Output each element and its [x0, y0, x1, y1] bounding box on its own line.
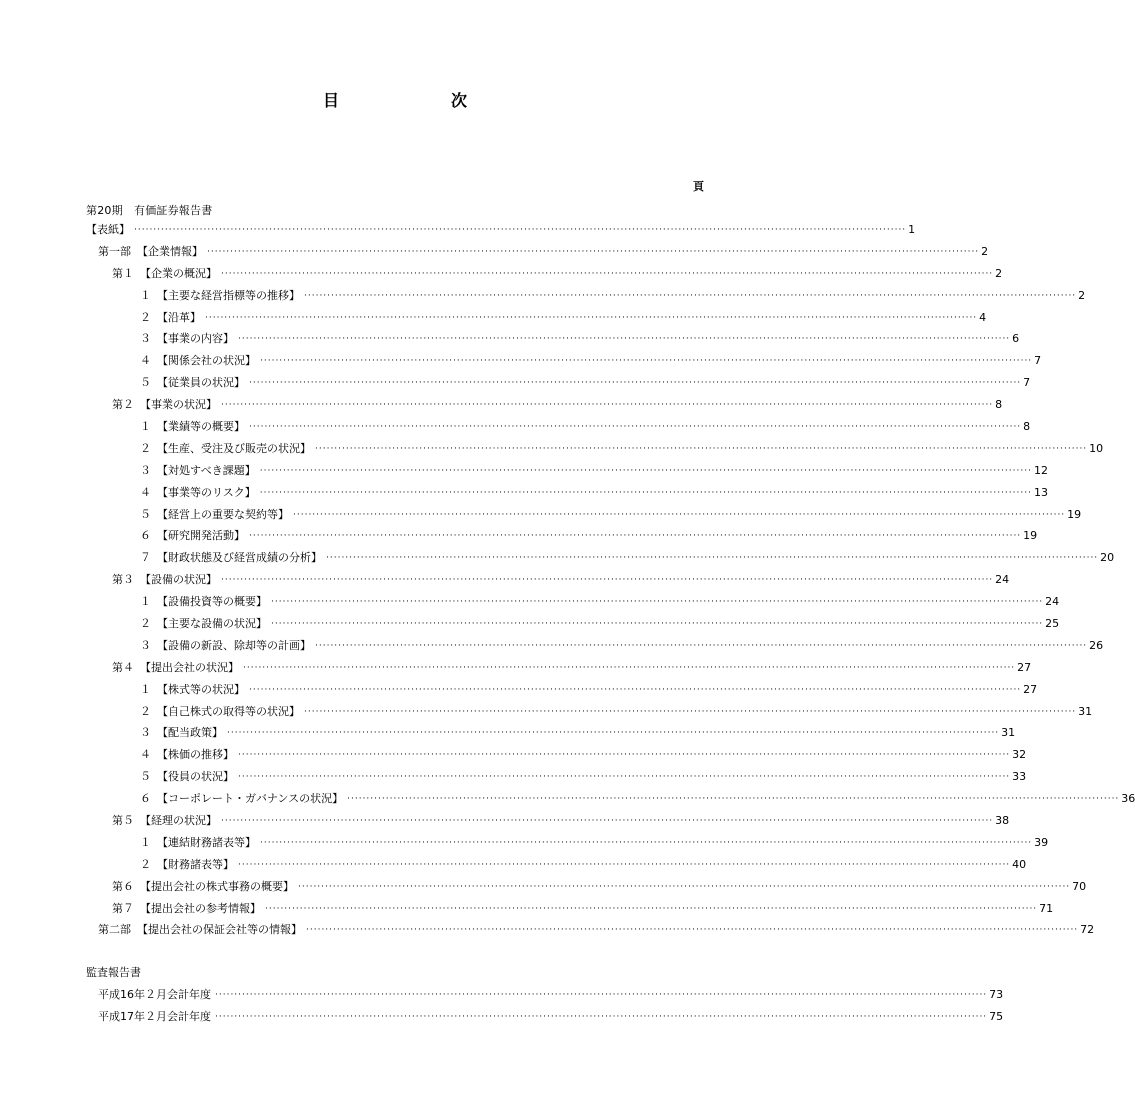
toc-label: 【業績等の概要】	[157, 419, 245, 433]
toc-row[interactable]	[0, 810, 1010, 832]
dot-leader: ········································································································································································································	[238, 772, 1011, 783]
toc-label: 【設備の新設、除却等の計画】	[157, 638, 311, 652]
dot-leader: ········································································································································································································	[315, 640, 1088, 651]
report-title: 第20期 有価証券報告書	[86, 204, 213, 217]
toc-row[interactable]	[0, 372, 1031, 394]
toc-label: 【提出会社の状況】	[140, 660, 239, 674]
toc-row[interactable]	[0, 679, 1038, 701]
toc-label: 【財政状態及び経営成績の分析】	[157, 551, 322, 565]
toc-label: 【株式等の状況】	[157, 682, 245, 696]
dot-leader: ········································································································································································································	[227, 728, 1000, 739]
toc-page-number: 7	[1023, 376, 1031, 390]
toc-label: 【経理の状況】	[140, 813, 217, 827]
dot-leader: ········································································································································································································	[298, 881, 1071, 892]
toc-number: １	[140, 419, 151, 433]
audit-page-number: 73	[989, 987, 1004, 1001]
toc-number: ３	[140, 638, 151, 652]
toc-row[interactable]	[0, 350, 1042, 372]
audit-report-title: 監査報告書	[86, 966, 141, 979]
toc-number: ６	[140, 792, 151, 806]
dot-leader: ········································································································································································································	[304, 706, 1077, 717]
dot-leader: ········································································································································································································	[304, 290, 1077, 301]
toc-number: ２	[140, 704, 151, 718]
toc-label: 【自己株式の取得等の状況】	[157, 704, 300, 718]
toc-page-number: 39	[1034, 835, 1049, 849]
toc-page-number: 26	[1089, 638, 1104, 652]
toc-number: ５	[140, 770, 151, 784]
dot-leader: ········································································································································································································	[326, 553, 1099, 564]
toc-row[interactable]	[0, 307, 987, 329]
toc-row[interactable]	[0, 920, 1095, 942]
toc-page-number: 40	[1012, 857, 1027, 871]
toc-number: 第５	[112, 813, 134, 827]
toc-page-number: 1	[908, 222, 916, 236]
toc-number: 第一部	[98, 244, 131, 258]
toc-number: ２	[140, 310, 151, 324]
toc-label: 【従業員の状況】	[157, 376, 245, 390]
toc-label: 【配当政策】	[157, 726, 223, 740]
toc-page-number: 33	[1012, 770, 1027, 784]
toc-number: ６	[140, 529, 151, 543]
toc-label: 【生産、受注及び販売の状況】	[157, 441, 311, 455]
toc-row[interactable]	[0, 219, 916, 241]
dot-leader: ········································································································································································································	[221, 268, 994, 279]
dot-leader: ········································································································································································································	[306, 925, 1079, 936]
toc-page-number: 72	[1080, 923, 1095, 937]
toc-number: 第３	[112, 573, 134, 587]
toc-label: 【主要な設備の状況】	[157, 616, 267, 630]
audit-report-row[interactable]	[0, 1006, 1004, 1028]
toc-page-number: 6	[1012, 332, 1020, 346]
toc-row[interactable]	[0, 328, 1020, 350]
toc-page-number: 24	[995, 573, 1010, 587]
toc-row[interactable]	[0, 569, 1010, 591]
toc-number: ２	[140, 616, 151, 630]
dot-leader: ········································································································································································································	[215, 989, 988, 1000]
toc-row[interactable]	[0, 635, 1104, 657]
toc-page-number: 32	[1012, 748, 1027, 762]
toc-page-number: 12	[1033, 463, 1048, 477]
dot-leader: ········································································································································································································	[249, 531, 1022, 542]
dot-leader: ········································································································································································································	[207, 246, 980, 257]
toc-number: ３	[140, 463, 151, 477]
toc-row[interactable]	[0, 657, 1032, 679]
toc-label: 【企業の概況】	[140, 266, 217, 280]
toc-page-number: 31	[1078, 704, 1093, 718]
toc-label: 【設備投資等の概要】	[157, 595, 267, 609]
toc-number: ７	[140, 551, 151, 565]
toc-page-number: 38	[995, 813, 1010, 827]
toc-row[interactable]	[0, 438, 1104, 460]
toc-number: ３	[140, 332, 151, 346]
dot-leader: ········································································································································································································	[315, 443, 1088, 454]
toc-label: 【研究開発活動】	[157, 529, 245, 543]
toc-label: 【株価の推移】	[157, 748, 234, 762]
toc-page-number: 8	[995, 398, 1003, 412]
title-char-2: 次	[451, 91, 468, 110]
toc-label: 【コーポレート・ガバナンスの状況】	[157, 792, 344, 806]
toc-page-number: 24	[1045, 595, 1060, 609]
toc-label: 【経営上の重要な契約等】	[157, 507, 289, 521]
dot-leader: ········································································································································································································	[238, 334, 1011, 345]
toc-page-number: 19	[1067, 507, 1082, 521]
toc-number: ３	[140, 726, 151, 740]
toc-row[interactable]	[0, 876, 1087, 898]
dot-leader: ········································································································································································································	[243, 662, 1016, 673]
dot-leader: ········································································································································································································	[271, 597, 1044, 608]
dot-leader: ········································································································································································································	[205, 312, 978, 323]
toc-number: 第４	[112, 660, 134, 674]
dot-leader: ········································································································································································································	[265, 903, 1038, 914]
toc-row[interactable]	[0, 591, 1060, 613]
toc-row[interactable]	[0, 613, 1060, 635]
toc-number: ４	[140, 748, 151, 762]
toc-page-number: 10	[1089, 441, 1104, 455]
toc-label: 【提出会社の保証会社等の情報】	[137, 923, 302, 937]
dot-leader: ········································································································································································································	[221, 815, 994, 826]
toc-page-number: 71	[1039, 901, 1054, 915]
dot-leader: ········································································································································································································	[260, 356, 1033, 367]
toc-label: 【連結財務諸表等】	[157, 835, 256, 849]
toc-page-number: 2	[1078, 288, 1086, 302]
toc-label: 【役員の状況】	[157, 770, 234, 784]
toc-page-number: 20	[1100, 551, 1115, 565]
toc-page-number: 13	[1033, 485, 1048, 499]
toc-page-number: 4	[979, 310, 987, 324]
toc-number: １	[140, 595, 151, 609]
page-title	[0, 88, 790, 111]
toc-number: １	[140, 682, 151, 696]
toc-page-number: 70	[1072, 879, 1087, 893]
toc-number: 第２	[112, 398, 134, 412]
toc-number: 第二部	[98, 923, 131, 937]
toc-row[interactable]	[0, 263, 1003, 285]
toc-row[interactable]	[0, 525, 1038, 547]
toc-label: 【提出会社の株式事務の概要】	[140, 879, 294, 893]
toc-row[interactable]	[0, 394, 1003, 416]
toc-number: ２	[140, 857, 151, 871]
toc-row[interactable]	[0, 416, 1031, 438]
toc-row[interactable]	[0, 504, 1082, 526]
audit-report-section	[0, 962, 1004, 1028]
toc-page-number: 25	[1045, 616, 1060, 630]
toc-row[interactable]	[0, 701, 1093, 723]
dot-leader: ········································································································································································································	[221, 575, 994, 586]
toc-page-number: 19	[1023, 529, 1038, 543]
toc-label: 【表紙】	[86, 222, 130, 236]
toc-row[interactable]	[0, 285, 1086, 307]
toc-page-number: 2	[981, 244, 989, 258]
dot-leader: ········································································································································································································	[221, 400, 994, 411]
toc-number: １	[140, 288, 151, 302]
dot-leader: ········································································································································································································	[249, 421, 1022, 432]
toc-label: 【沿革】	[157, 310, 201, 324]
toc-row[interactable]	[0, 722, 1016, 744]
page-column-header: 頁	[693, 180, 704, 193]
toc-page-number: 31	[1001, 726, 1016, 740]
toc-page-number: 8	[1023, 419, 1031, 433]
dot-leader: ········································································································································································································	[260, 837, 1033, 848]
toc-label: 【財務諸表等】	[157, 857, 234, 871]
dot-leader: ········································································································································································································	[249, 378, 1022, 389]
dot-leader: ········································································································································································································	[259, 487, 1032, 498]
table-of-contents	[0, 219, 1135, 941]
dot-leader: ········································································································································································································	[249, 684, 1022, 695]
toc-number: ５	[140, 376, 151, 390]
toc-number: ４	[140, 485, 151, 499]
toc-row[interactable]	[0, 241, 989, 263]
audit-page-number: 75	[989, 1009, 1004, 1023]
toc-number: ４	[140, 354, 151, 368]
toc-label: 【設備の状況】	[140, 573, 217, 587]
toc-row[interactable]	[0, 744, 1027, 766]
toc-page-number: 27	[1023, 682, 1038, 696]
toc-number: 第７	[112, 901, 134, 915]
toc-number: 第６	[112, 879, 134, 893]
toc-row[interactable]	[0, 788, 1135, 810]
dot-leader: ········································································································································································································	[134, 224, 907, 235]
title-char-1: 目	[322, 91, 339, 110]
toc-row[interactable]	[0, 898, 1054, 920]
toc-page-number: 2	[995, 266, 1003, 280]
dot-leader: ········································································································································································································	[238, 859, 1011, 870]
toc-label: 【企業情報】	[137, 244, 203, 258]
toc-row[interactable]	[0, 482, 1048, 504]
toc-label: 【事業等のリスク】	[157, 485, 256, 499]
toc-label: 【提出会社の参考情報】	[140, 901, 261, 915]
toc-number: ２	[140, 441, 151, 455]
toc-number: 第１	[112, 266, 134, 280]
audit-report-label: 平成17年２月会計年度	[98, 1009, 211, 1023]
toc-label: 【事業の状況】	[140, 398, 217, 412]
toc-label: 【対処すべき課題】	[157, 463, 256, 477]
toc-label: 【関係会社の状況】	[157, 354, 256, 368]
toc-number: １	[140, 835, 151, 849]
dot-leader: ········································································································································································································	[215, 1011, 988, 1022]
toc-row[interactable]	[0, 854, 1027, 876]
toc-row[interactable]	[0, 832, 1049, 854]
toc-row[interactable]	[0, 766, 1027, 788]
toc-page-number: 27	[1017, 660, 1032, 674]
dot-leader: ········································································································································································································	[238, 750, 1011, 761]
audit-report-row[interactable]	[0, 984, 1004, 1006]
dot-leader: ········································································································································································································	[259, 465, 1032, 476]
toc-number: ５	[140, 507, 151, 521]
toc-page-number: 7	[1034, 354, 1042, 368]
dot-leader: ········································································································································································································	[347, 794, 1120, 805]
audit-report-label: 平成16年２月会計年度	[98, 987, 211, 1001]
toc-page-number: 36	[1121, 792, 1135, 806]
toc-label: 【主要な経営指標等の推移】	[157, 288, 300, 302]
toc-label: 【事業の内容】	[157, 332, 234, 346]
dot-leader: ········································································································································································································	[271, 618, 1044, 629]
toc-row[interactable]	[0, 547, 1115, 569]
toc-row[interactable]	[0, 460, 1048, 482]
dot-leader: ········································································································································································································	[293, 509, 1066, 520]
